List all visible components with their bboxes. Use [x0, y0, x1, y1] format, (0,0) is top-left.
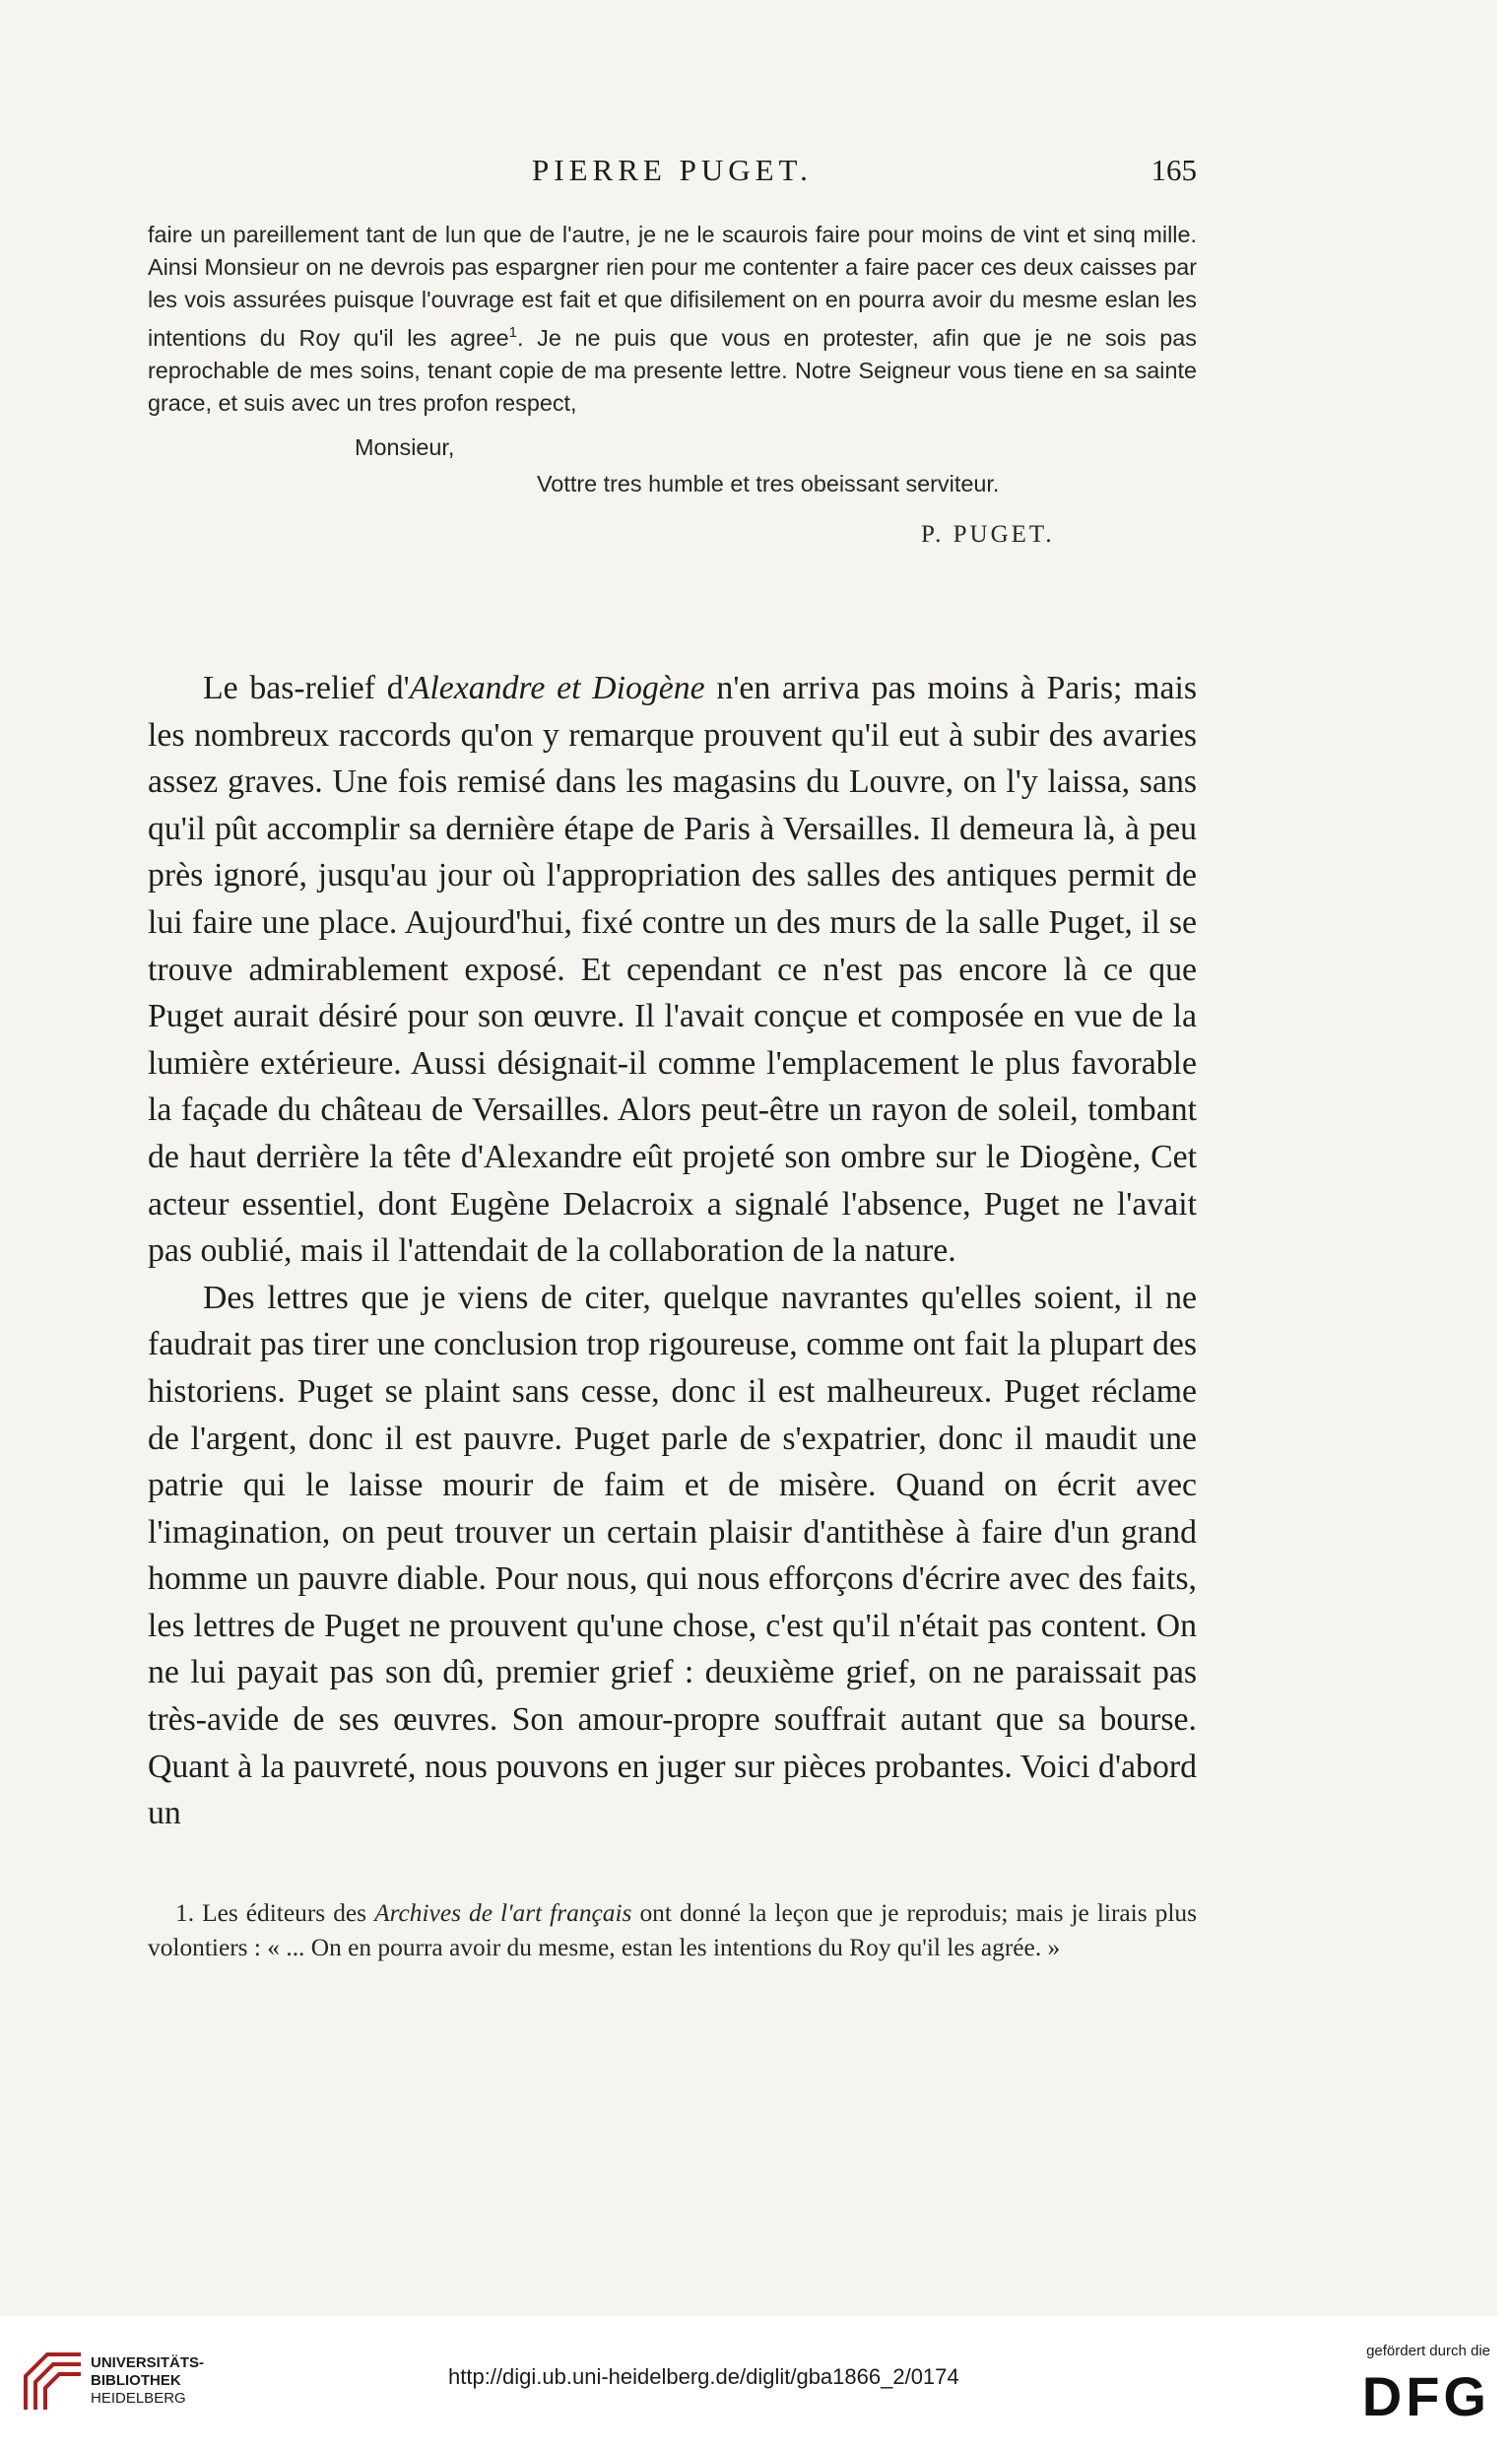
running-title: PIERRE PUGET.	[532, 153, 813, 187]
letter-signature: P. PUGET.	[921, 520, 1055, 548]
body-paragraph: Des lettres que je viens de citer, quelque navrantes qu'elles soient, il ne faudrait pas tirer une conclusion trop rigoureuse, comme ont fait la plupart des historiens. Puget se plaint sans cesse, donc il est malheureux. Puget réclame de l'argent, donc il est pauvre. Puget parle de s'expatrier, donc il maudit une patrie qui le laisse mourir de faim et de misère. Quand on écrit avec l'imagination, on peut trouver un certain plaisir d'antithèse à faire d'un grand homme un pauvre diable. Pour nous, qui nous efforçons d'écrire avec des faits, les lettres de Puget ne prouvent qu'une chose, c'est qu'il n'était pas content. On ne lui payait pas son dû, premier grief : deuxième grief, on ne paraissait pas très-avide de ses œuvres. Son amour-propre souffrait autant que sa bourse. Quant à la pauvreté, nous pouvons en juger sur pièces probantes. Voici d'abord un	[148, 1279, 1197, 1832]
quoted-letter	[148, 219, 1197, 551]
footnote	[148, 1896, 1197, 1965]
footnote-reference: 1	[508, 324, 518, 341]
library-name-line3: HEIDELBERG	[91, 2390, 186, 2407]
source-url-link[interactable]: http://digi.ub.uni-heidelberg.de/diglit/gba1866_2/0174	[448, 2364, 959, 2389]
library-name	[91, 2354, 204, 2408]
footnote-italic: Archives de l'art français	[374, 1899, 632, 1927]
dfg-logo: DFG	[1361, 2365, 1490, 2427]
letter-paragraph	[148, 219, 1197, 420]
digitization-footer	[0, 2315, 1512, 2449]
footnote-number: 1.	[175, 1899, 195, 1927]
letter-text-end: . Je ne puis que vous en protester, afin que je ne sois pas reprochable de mes soins, tenant copie de ma presente lettre. Notre Seigneur vous tiene en sa sainte grace, et suis avec un tres profon respect,	[148, 324, 1197, 416]
page-number: 165	[1150, 153, 1197, 187]
footnote-paragraph	[148, 1896, 1197, 1965]
body-paragraph	[148, 665, 1197, 1275]
letter-closing: Vottre tres humble et tres obeissant serviteur.	[537, 470, 1000, 496]
library-name-line2: BIBLIOTHEK	[91, 2372, 181, 2389]
sponsor-label: gefördert durch die	[1366, 2343, 1490, 2359]
footnote-text-start: Les éditeurs des	[194, 1899, 375, 1927]
letter-greeting: Monsieur,	[355, 433, 455, 460]
library-name-line1: UNIVERSITÄTS-	[91, 2354, 205, 2371]
body-p1-rest: n'en arriva pas moins à Paris; mais les nombreux raccords qu'on y remarque prouvent qu'il eut à subir des avaries assez graves. Une fois remisé dans les magasins du Louvre, on l'y laissa, sans qu'il pût accomplir sa dernière étape de Paris à Versailles. Il demeura là, à peu près ignoré, jusqu'au jour où l'appropriation des salles des antiques permit de lui faire une place. Aujourd'hui, fixé contre un des murs de la salle Puget, il se trouve admirablement exposé. Et cependant ce n'est pas encore là ce que Puget aurait désiré pour son œuvre. Il l'avait conçue et composée en vue de la lumière extérieure. Aussi désignait-il comme l'emplacement le plus favorable la façade du château de Versailles. Alors peut-être un rayon de soleil, tombant de haut derrière la tête d'Alexandre eût projeté son ombre sur le Diogène, Cet acteur essentiel, dont Eugène Delacroix a signalé l'absence, Puget ne l'avait pas oublié, mais il l'attendait de la collaboration de la nature.	[148, 670, 1197, 1270]
artwork-title: Alexandre et Diogène	[409, 670, 705, 706]
page-header	[148, 153, 1197, 202]
footnote-text-rest: ont donné la leçon que je reproduis; mais je lirais plus volontiers : « ... On en pourra avoir du mesme, estan les intentions du Roy qu'il les agrée. »	[148, 1899, 1197, 1961]
library-logo-icon	[18, 2347, 89, 2417]
body-text	[148, 665, 1197, 1837]
body-p1-start: Le bas-relief d'	[203, 670, 410, 706]
letter-text: faire un pareillement tant de lun que de l'autre, je ne le scaurois faire pour moins de vint et sinq mille. Ainsi Monsieur on ne devrois pas espargner rien pour me contenter a faire pacer ces deux caisses par les vois assurées puisque l'ouvrage est fait et que difisilement on en pourra avoir du mesme eslan les intentions du Roy qu'il les agree	[148, 222, 1197, 351]
